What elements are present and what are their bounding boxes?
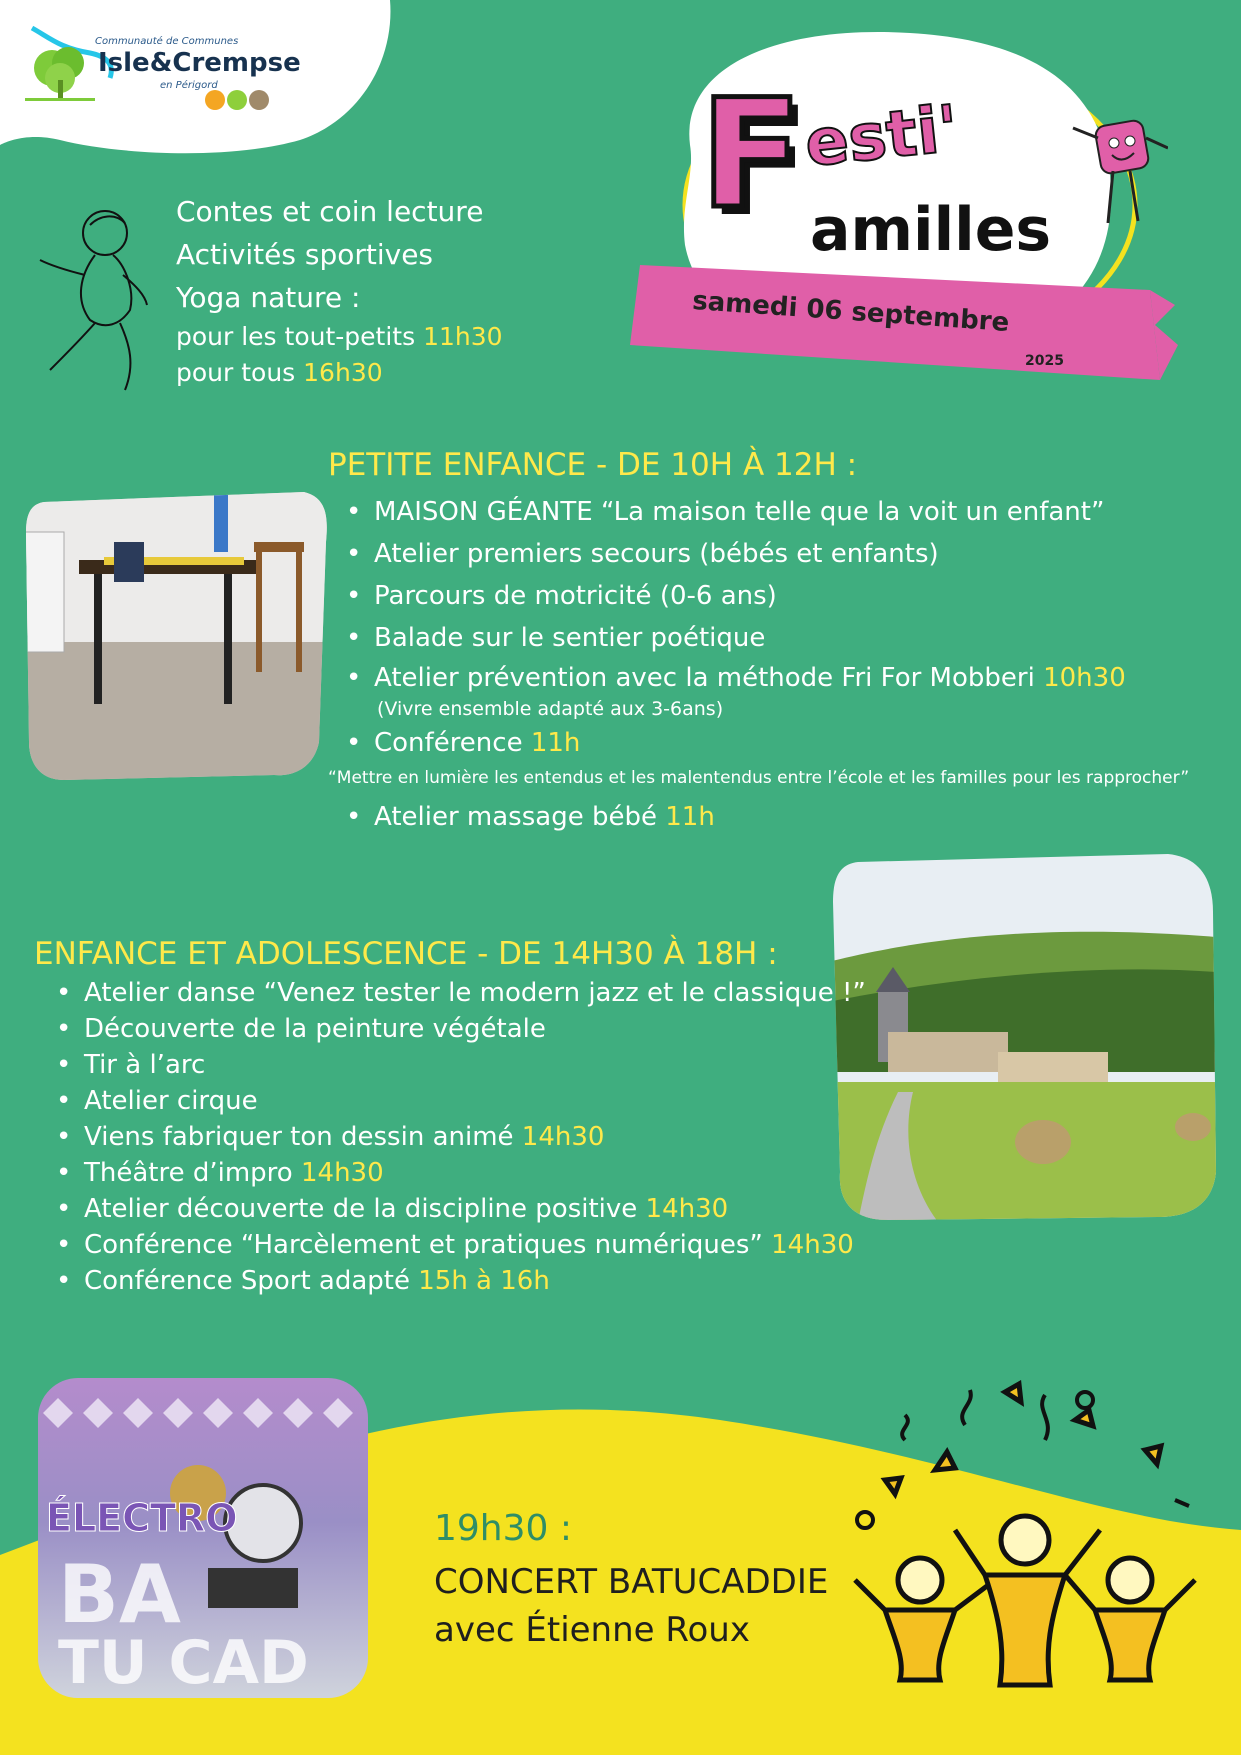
intro-line2: Activités sportives — [176, 238, 434, 271]
list-item: • Conférence “Harcèlement et pratiques numériques” 14h30 — [56, 1227, 866, 1263]
logo-dots — [205, 88, 285, 118]
petite-enfance-note: (Vivre ensemble adapté aux 3-6ans) — [377, 698, 724, 720]
list-item: • Atelier danse “Venez tester le modern jazz et le classique !” — [56, 975, 866, 1011]
concert-photo-line2: BA — [58, 1548, 181, 1641]
festi-title-amilles: amilles — [810, 195, 1052, 265]
running-child-icon — [35, 205, 155, 395]
logo — [20, 18, 301, 118]
list-item: • Atelier découverte de la discipline positive 14h30 — [56, 1191, 866, 1227]
list-item: • Viens fabriquer ton dessin animé 14h30 — [56, 1119, 866, 1155]
concert-time: 19h30 : — [434, 1508, 573, 1549]
list-item: • Balade sur le sentier poétique — [346, 617, 1126, 659]
list-item: • Atelier cirque — [56, 1083, 866, 1119]
intro-line4-time: 11h30 — [423, 322, 503, 351]
list-item: • Conférence Sport adapté 15h à 16h — [56, 1263, 866, 1299]
petite-enfance-list — [346, 491, 1126, 697]
list-item: • MAISON GÉANTE “La maison telle que la voit un enfant” — [346, 491, 1126, 533]
logo-line2: Isle&Crempse — [98, 48, 301, 78]
photo-giant-house — [24, 492, 329, 782]
list-item: • Théâtre d’impro 14h30 — [56, 1155, 866, 1191]
celebrating-people-icon — [845, 1380, 1205, 1690]
petite-enfance-last — [346, 796, 715, 838]
mascot-icon — [1068, 93, 1168, 243]
festi-title-esti: esti' — [801, 92, 963, 182]
confetti-icon — [857, 1390, 1189, 1528]
petite-enfance-conference — [346, 722, 580, 764]
enfance-title: ENFANCE ET ADOLESCENCE - DE 14H30 À 18H : — [34, 936, 778, 972]
festi-year: 2025 — [1025, 353, 1064, 369]
photo-landscape — [828, 852, 1216, 1222]
intro-line4 — [176, 319, 503, 355]
logo-line3: en Périgord — [160, 80, 218, 91]
intro-line5-time: 16h30 — [303, 358, 383, 387]
list-item: • Tir à l’arc — [56, 1047, 866, 1083]
festi-title-f: F — [700, 68, 803, 242]
enfance-list — [56, 975, 866, 1299]
petite-enfance-quote: “Mettre en lumière les entendus et les malentendus entre l’école et les familles pour les rapprocher” — [328, 768, 1190, 788]
list-item: • Atelier prévention avec la méthode Fri For Mobberi 10h30 — [346, 659, 1126, 697]
list-item: • Conférence 11h — [346, 722, 580, 764]
festi-header — [630, 25, 1220, 405]
concert-title: CONCERT BATUCADDIE — [434, 1562, 829, 1602]
festi-date: samedi 06 septembre — [691, 285, 1011, 339]
intro-block — [176, 190, 503, 391]
intro-line3: Yoga nature : — [176, 281, 361, 314]
intro-line4-text: pour les tout-petits — [176, 322, 424, 351]
petite-enfance-title: PETITE ENFANCE - DE 10H À 12H : — [328, 447, 858, 483]
photo-concert — [38, 1378, 368, 1698]
intro-line5-text: pour tous — [176, 358, 304, 387]
list-item: • Atelier premiers secours (bébés et enfants) — [346, 533, 1126, 575]
intro-line5 — [176, 355, 503, 391]
intro-line1: Contes et coin lecture — [176, 195, 484, 228]
concert-photo-line1: ÉLECTRO — [46, 1496, 238, 1540]
list-item: • Atelier massage bébé 11h — [346, 796, 715, 838]
list-item: • Découverte de la peinture végétale — [56, 1011, 866, 1047]
list-item: • Parcours de motricité (0-6 ans) — [346, 575, 1126, 617]
concert-subtitle: avec Étienne Roux — [434, 1610, 750, 1650]
logo-line1: Communauté de Communes — [95, 36, 239, 47]
concert-photo-line3: TU CAD — [58, 1628, 309, 1698]
